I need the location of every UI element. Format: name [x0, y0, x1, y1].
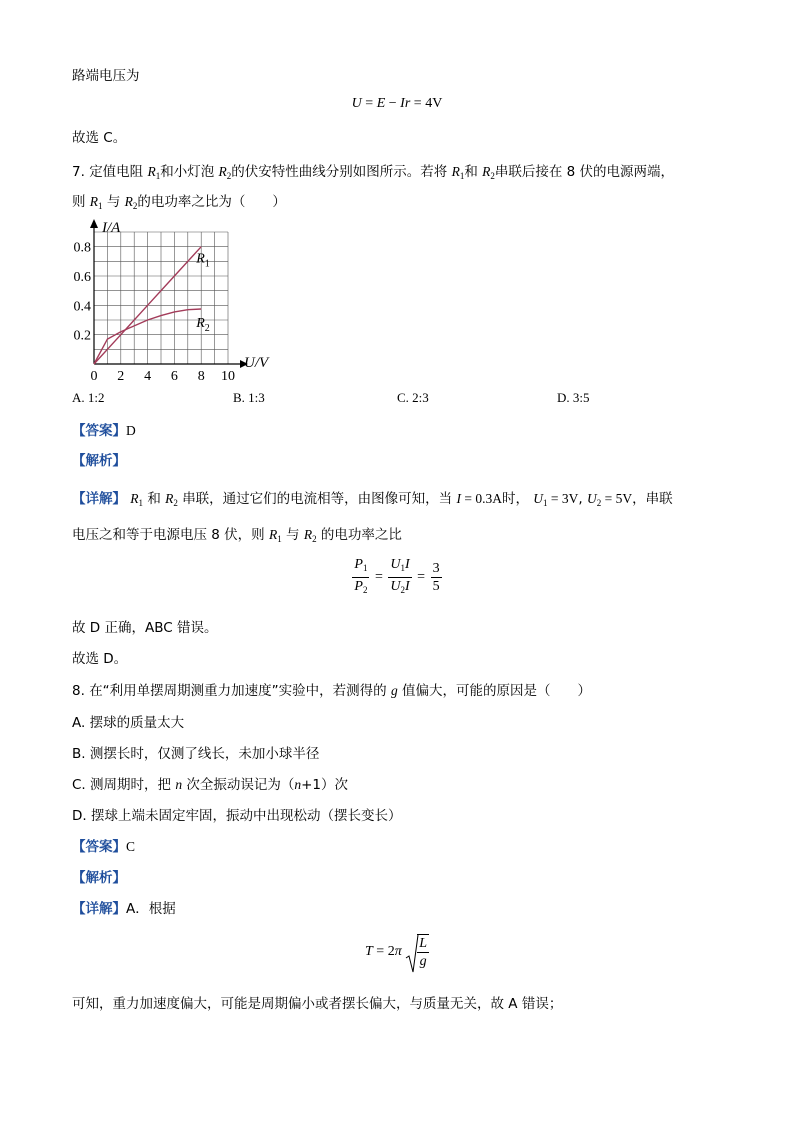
- text-line: 故 D 正确，ABC 错误。: [72, 620, 218, 636]
- x-tick-label: 2: [117, 369, 125, 384]
- square-root: $\frac{L}{g}$: [405, 934, 429, 970]
- y-tick-label: 0.6: [73, 270, 91, 285]
- y-tick-label: 0.8: [73, 240, 91, 256]
- detail-line1: 【详解】 $R_1$ 和 $R_2$ 串联，通过它们的电流相等，由图像可知，当 I = 0.3A时， $U_1 = 3V$, $U_2 = 5V$，串联: [72, 491, 673, 508]
- pendulum-period-equation: T = 2π $\frac{L}{g}$: [0, 934, 794, 970]
- y-tick-label: 0.2: [73, 328, 91, 344]
- x-tick-label: 10: [221, 369, 235, 384]
- x-tick-label: 4: [144, 369, 152, 384]
- fraction-u1i-u2i: $\frac{U_1I}{U_2I}$: [390, 557, 410, 595]
- fraction-3-5: $\frac{3}{5}$: [432, 561, 440, 594]
- option-c: C. 2:3: [397, 390, 429, 405]
- fraction-p1-p2: $\frac{P_1}{P_2}$: [354, 557, 368, 595]
- analysis-heading: 【解析】: [72, 870, 126, 886]
- option-c: C. 测周期时，把 n 次全振动误记为（n+1）次: [72, 777, 349, 793]
- y-tick-label: 0.4: [73, 299, 91, 315]
- option-d: D. 3:5: [557, 390, 590, 405]
- question-7-stem-line2: 则 $R_1$ 与 $R_2$的电功率之比为（ ）: [72, 194, 286, 211]
- detail-line2: 电压之和等于电源电压 8 伏，则 $R_1$ 与 $R_2$ 的电功率之比: [72, 527, 402, 544]
- question-7-stem-line1: 7. 定值电阻 $R_1$和小灯泡 $R_2$的伏安特性曲线分别如图所示。若将 $R_1$和 $R_2$串联后接在 8 伏的电源两端，: [72, 164, 675, 181]
- option-b: B. 1:3: [233, 390, 265, 405]
- detail-line1: 【详解】A．根据: [72, 901, 176, 917]
- x-axis-label: U/V: [244, 355, 269, 371]
- power-ratio-equation: $\frac{P_1}{P_2}$ = $\frac{U_1I}{U_2I}$ = $\frac{3}{5}$: [0, 556, 794, 599]
- x-tick-label: 6: [170, 369, 178, 384]
- option-b: B. 测摆长时，仅测了线长，未加小球半径: [72, 746, 320, 762]
- x-tick-label: 0: [90, 369, 98, 384]
- text-line: 故选 C。: [72, 130, 127, 146]
- text-line: 可知，重力加速度偏大，可能是周期偏小或者摆长偏大，与质量无关，故 A 错误；: [72, 996, 563, 1012]
- question-8-stem: 8. 在“利用单摆周期测重力加速度”实验中，若测得的 g 值偏大，可能的原因是（ ）: [72, 683, 592, 699]
- option-a: A. 摆球的质量太大: [72, 715, 185, 731]
- iv-characteristic-chart: [64, 212, 284, 384]
- equation-terminal-voltage: U = E − Ir = 4V: [351, 96, 443, 111]
- chart-ticks: [74, 241, 236, 384]
- text-line: 路端电压为: [72, 68, 140, 84]
- option-d: D. 摆球上端未固定牢固，振动中出现松动（摆长变长）: [72, 808, 402, 824]
- answer-line: 【答案】D: [72, 423, 136, 439]
- sqrt-sign-icon: [405, 934, 419, 974]
- answer-line: 【答案】C: [72, 839, 136, 855]
- option-a: A. 1:2: [72, 390, 105, 405]
- series-label-r1: $R_1$: [196, 251, 210, 270]
- chart-grid: [94, 232, 228, 364]
- chart-axes: [90, 219, 248, 368]
- text-line: 故选 D。: [72, 651, 128, 667]
- series-label-r2: $R_2$: [196, 316, 210, 334]
- x-tick-label: 8: [197, 369, 205, 384]
- analysis-heading: 【解析】: [72, 453, 126, 469]
- y-axis-arrow: [90, 219, 98, 228]
- y-axis-label: I/A: [102, 220, 121, 236]
